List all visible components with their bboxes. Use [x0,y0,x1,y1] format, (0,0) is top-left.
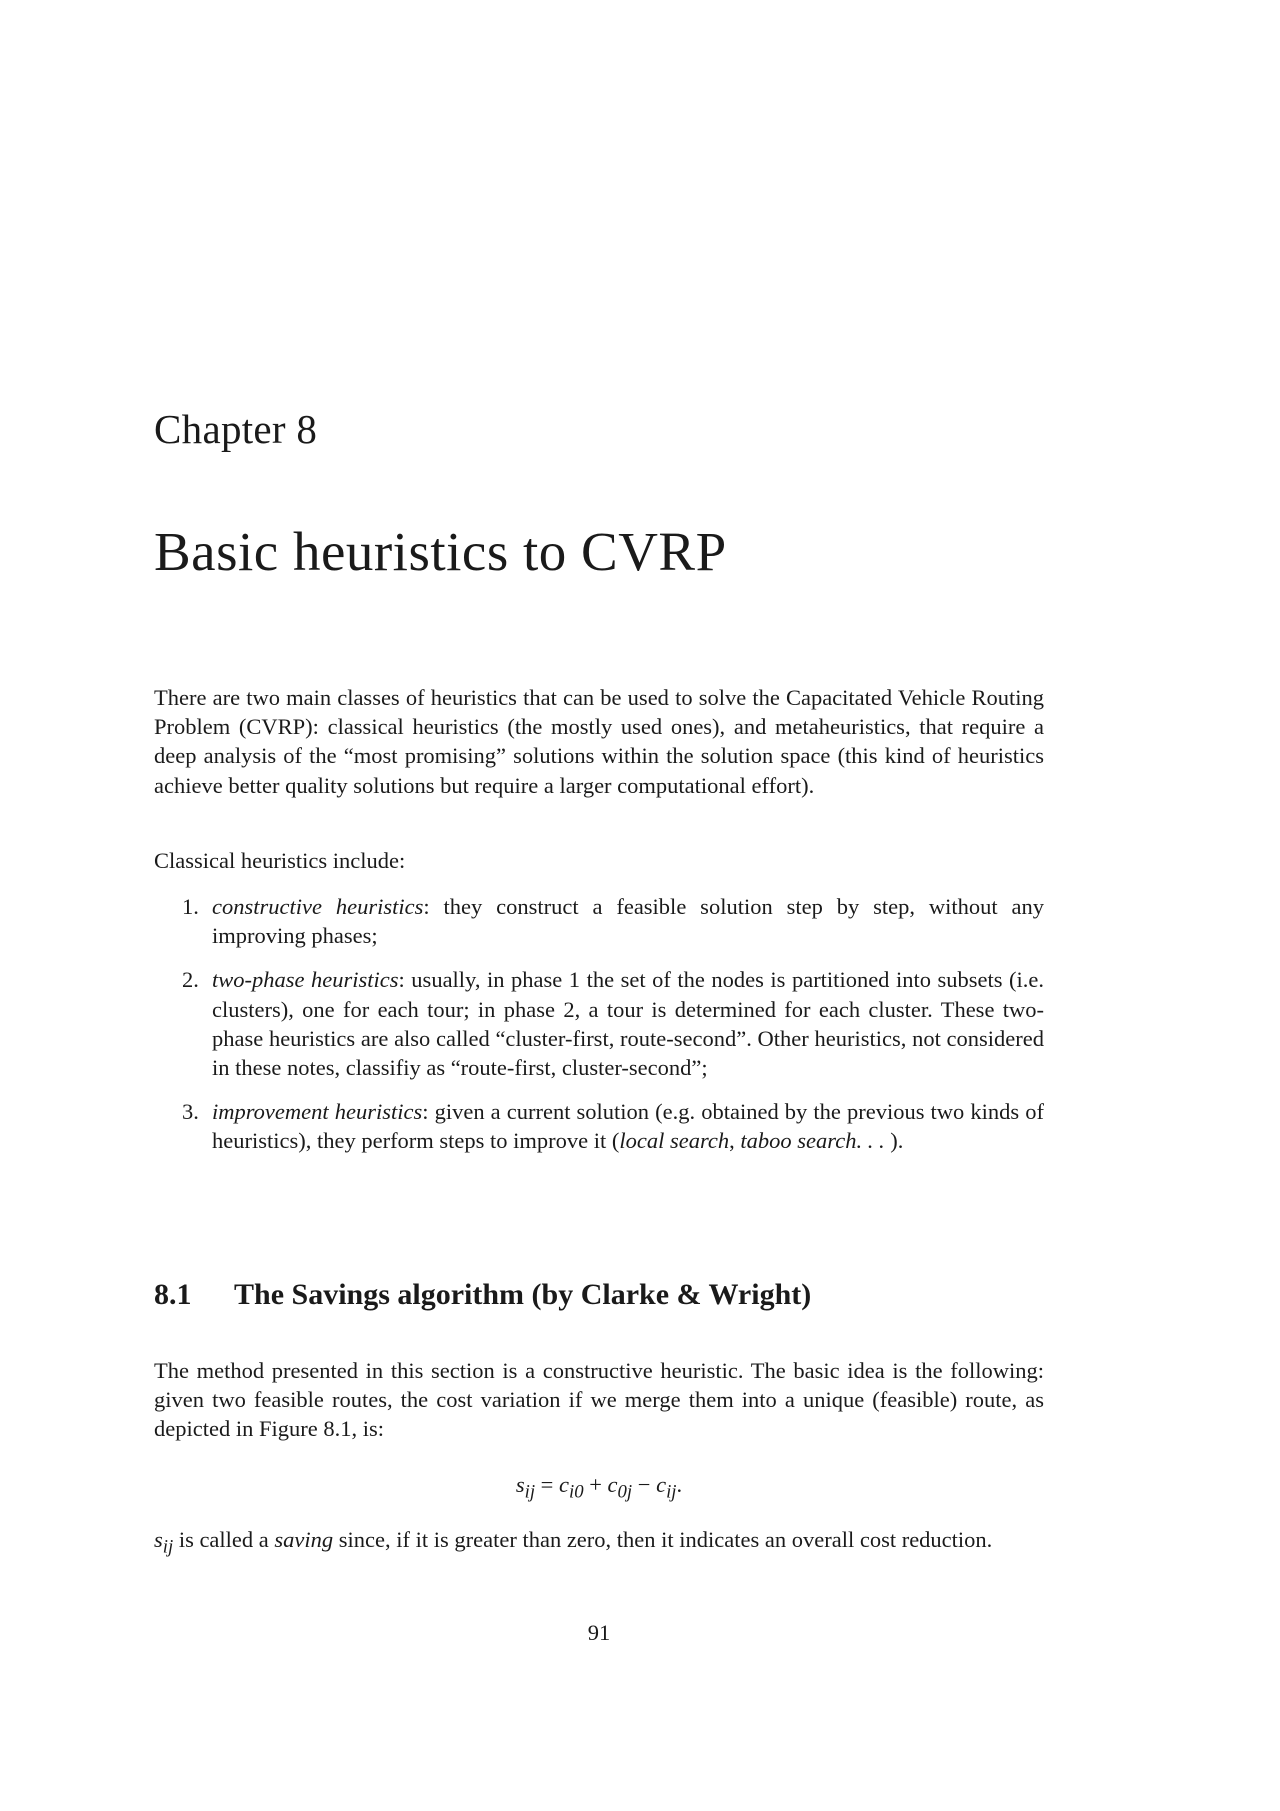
equation-operator: − [632,1472,657,1497]
equation-operator: = [535,1472,559,1497]
classical-intro: Classical heuristics include: [154,848,406,873]
list-term: constructive heuristics [212,894,424,919]
list-term: improvement heuristics [212,1099,423,1125]
saving-subscript: ij [162,1536,174,1558]
saving-term: saving [274,1527,334,1552]
chapter-label: Chapter 8 [154,406,318,452]
list-item [154,892,1044,950]
equation-symbol: c [607,1472,618,1497]
list-item [154,965,1044,1082]
section-heading [154,1278,811,1312]
savings-equation [0,1472,1198,1504]
list-number: 1. [182,894,199,919]
equation-subscript: ij [524,1481,536,1503]
heuristics-list [154,892,1044,1156]
list-item [154,1097,1044,1155]
paragraph-text: since, if it is greater than zero, then it indicates an overall cost reduction. [333,1527,993,1552]
equation-subscript: 0j [617,1481,633,1503]
page-number: 91 [587,1620,611,1645]
list-text: : given a current solution (e.g. obtained by the previous two kinds of heuristics), they perform steps to improve it ( [212,1099,1044,1154]
list-text: ). [884,1128,904,1154]
equation-subscript: ij [666,1481,677,1503]
list-number: 2. [182,967,199,993]
saving-definition-paragraph [154,1525,1044,1562]
equation-symbol: c [656,1472,667,1497]
saving-symbol: s [154,1527,163,1552]
list-text: , [729,1128,741,1154]
list-emphasis: local search [619,1128,730,1154]
list-text: : usually, in phase 1 the set of the nodes is partitioned into subsets (i.e. clusters), one for each tour; in phase 2, a tour is determined for each cluster. These two-phase heuristics are also called “cluster-first, route-second”. Other heuristics, not considered in these notes, classifiy as “route-first, cluster-second”; [212,967,1045,1081]
equation-operator: + [583,1472,608,1497]
savings-paragraph: The method presented in this section is a constructive heuristic. The basic idea is the following: given two feasible routes, the cost variation if we merge them into a unique (feasible) route, as depicted in Figure 8.1, is: [154,1358,1044,1442]
equation-symbol: s [515,1472,525,1497]
section-title: The Savings algorithm (by Clarke & Wright) [234,1278,812,1311]
list-emphasis: taboo search. . . [740,1128,885,1154]
equation-period: . [676,1472,683,1497]
list-term: two-phase heuristics [212,967,399,993]
list-number: 3. [182,1099,199,1125]
paragraph-text: is called a [173,1527,275,1552]
section-number: 8.1 [154,1278,192,1311]
equation-symbol: c [559,1472,569,1497]
intro-paragraph: There are two main classes of heuristics that can be used to solve the Capacitated Vehicle Routing Problem (CVRP): classical heuristics (the mostly used ones), and metaheuristics, that require a deep analysis of the “most promising” solutions within the solution space (this kind of heuristics achieve better quality solutions but require a larger computational effort). [154,685,1044,798]
chapter-title: Basic heuristics to CVRP [154,521,727,582]
equation-subscript: i0 [569,1481,584,1503]
list-text: : they construct a feasible solution step by step, without any improving phases; [212,894,1044,949]
